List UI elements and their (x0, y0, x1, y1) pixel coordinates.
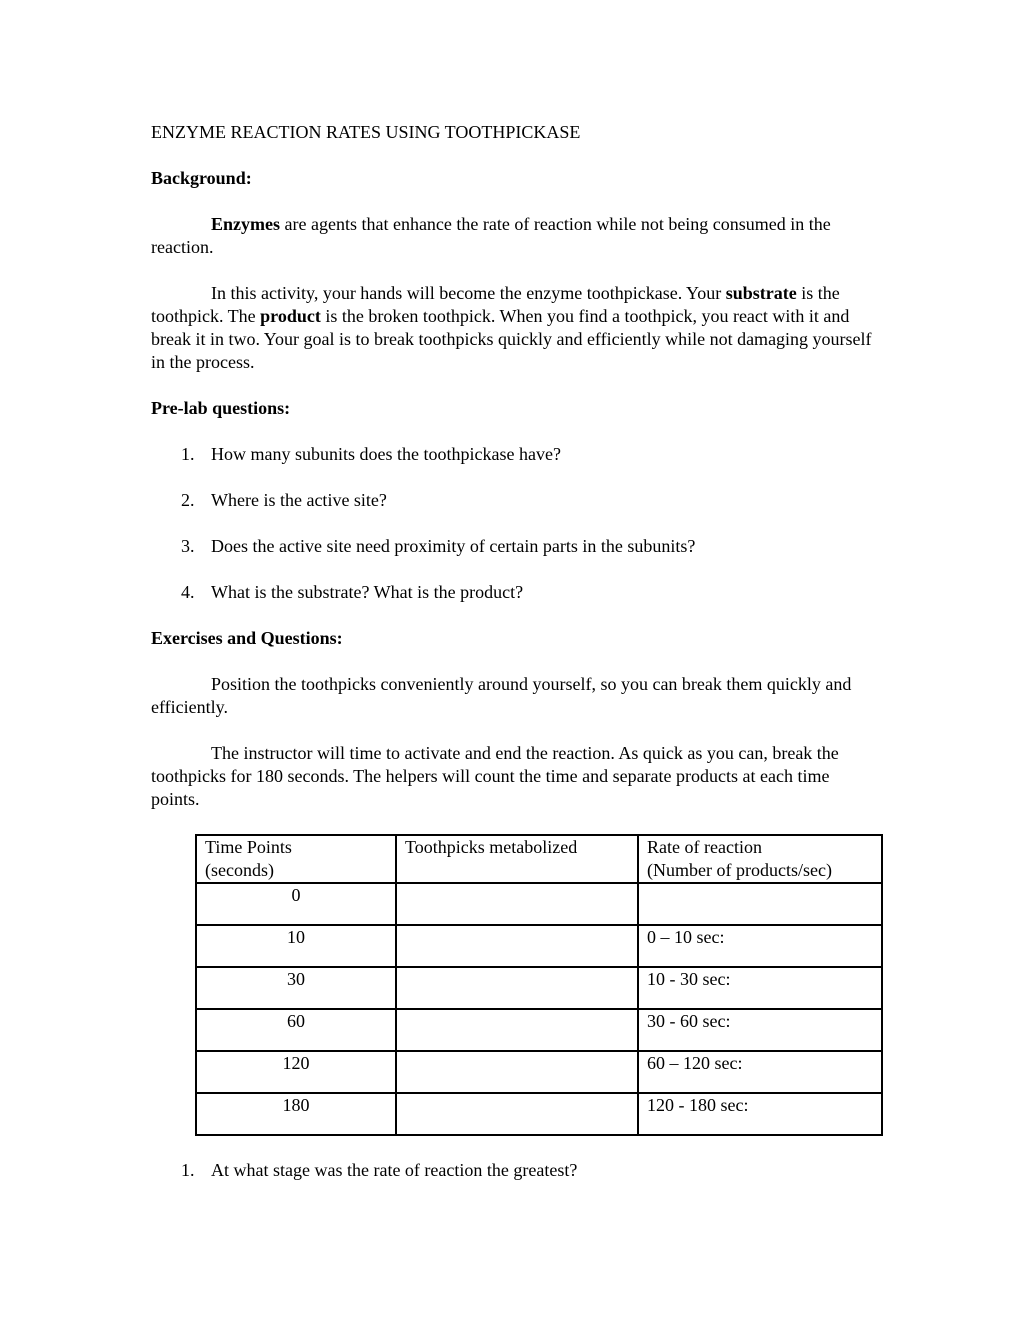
exercises-paragraph-2: The instructor will time to activate and end the reaction. As quick as you can, break the toothpicks for 180 seconds. The helpers will count the time and separate products at each time points. (151, 743, 839, 809)
time-cell: 10 (196, 925, 396, 967)
term-product: product (260, 306, 321, 326)
prelab-question: 3. Does the active site need proximity of certain parts in the subunits? (181, 536, 696, 556)
header-rate-of-reaction: Rate of reaction (Number of products/sec) (638, 835, 882, 883)
table-row (196, 1009, 882, 1051)
rate-cell[interactable]: 120 - 180 sec: (638, 1093, 882, 1135)
background-heading: Background: (151, 168, 252, 188)
table-header-row (196, 835, 882, 883)
time-cell: 180 (196, 1093, 396, 1135)
document-title: ENZYME REACTION RATES USING TOOTHPICKASE (151, 122, 581, 142)
metabolized-cell[interactable] (396, 883, 638, 925)
background-paragraph-2: In this activity, your hands will become the enzyme toothpickase. Your substrate is the toothpick. The product is the broken toothpick. When you find a toothpick, you react with it and break it in two. Your goal is to break toothpicks quickly and efficiently while not damaging yourself in the process. (151, 283, 872, 372)
background-paragraph-1: Enzymes are agents that enhance the rate of reaction while not being consumed in the reaction. (151, 214, 831, 257)
metabolized-cell[interactable] (396, 1009, 638, 1051)
metabolized-cell[interactable] (396, 1051, 638, 1093)
metabolized-cell[interactable] (396, 925, 638, 967)
table-row (196, 1051, 882, 1093)
time-cell: 0 (196, 883, 396, 925)
rate-cell[interactable]: 30 - 60 sec: (638, 1009, 882, 1051)
term-enzymes: Enzymes (211, 214, 280, 234)
prelab-question: 1. How many subunits does the toothpickase have? (181, 444, 561, 464)
term-substrate: substrate (725, 283, 797, 303)
header-toothpicks-metabolized: Toothpicks metabolized (396, 835, 638, 883)
time-cell: 120 (196, 1051, 396, 1093)
rate-cell[interactable]: 0 – 10 sec: (638, 925, 882, 967)
metabolized-cell[interactable] (396, 967, 638, 1009)
header-time-points: Time Points (seconds) (196, 835, 396, 883)
time-cell: 30 (196, 967, 396, 1009)
exercise-question: 1. At what stage was the rate of reaction the greatest? (181, 1160, 578, 1180)
time-cell: 60 (196, 1009, 396, 1051)
document-page (151, 121, 881, 1182)
exercise-question-list (151, 1159, 881, 1182)
prelab-question: 2. Where is the active site? (181, 490, 387, 510)
prelab-question-list (151, 443, 881, 604)
table-row (196, 883, 882, 925)
prelab-heading: Pre-lab questions: (151, 398, 291, 418)
exercises-heading: Exercises and Questions: (151, 628, 343, 648)
metabolized-cell[interactable] (396, 1093, 638, 1135)
table-row (196, 1093, 882, 1135)
rate-cell[interactable]: 60 – 120 sec: (638, 1051, 882, 1093)
table-row (196, 967, 882, 1009)
table-row (196, 925, 882, 967)
prelab-question: 4. What is the substrate? What is the product? (181, 582, 524, 602)
rate-cell[interactable]: 10 - 30 sec: (638, 967, 882, 1009)
reaction-data-table (195, 834, 883, 1136)
exercises-paragraph-1: Position the toothpicks conveniently around yourself, so you can break them quickly and efficiently. (151, 674, 852, 717)
rate-cell[interactable] (638, 883, 882, 925)
